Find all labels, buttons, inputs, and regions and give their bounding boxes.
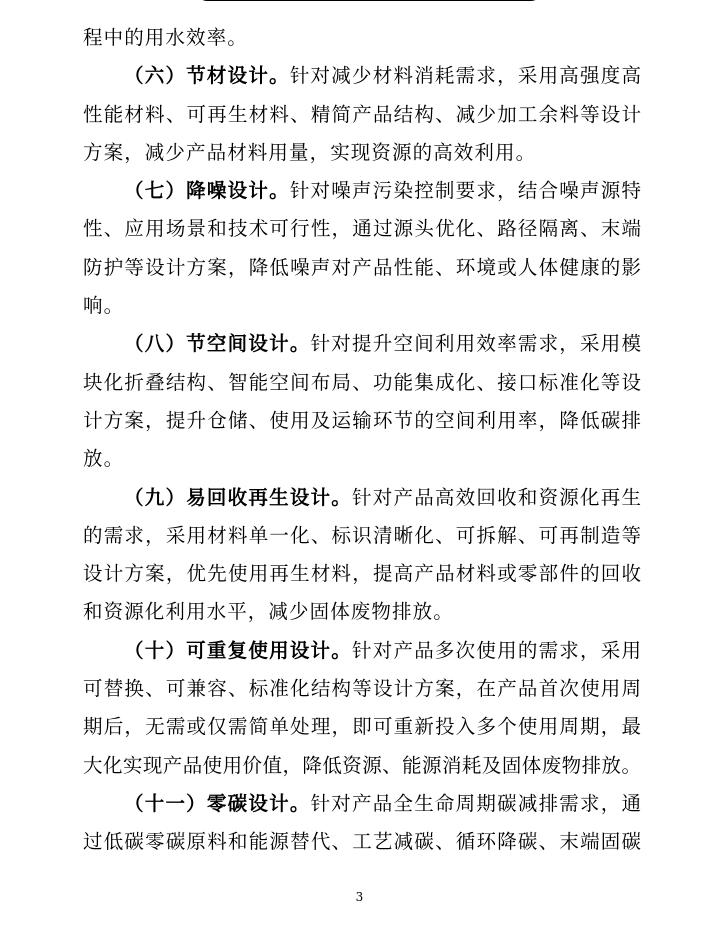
paragraph-line: 响。 (83, 294, 125, 318)
paragraph-line: 方案，减少产品材料用量，实现资源的高效利用。 (83, 140, 537, 164)
paragraph-text: 针对提升空间利用效率需求，采用模 (310, 332, 641, 356)
paragraph-line: 计方案，提升仓储、使用及运输环节的空间利用率，降低碳排 (83, 408, 641, 432)
section-heading: （七）降噪设计。 (124, 179, 290, 203)
section-first-line (83, 172, 641, 210)
section-heading: （六）节材设计。 (124, 64, 290, 88)
paragraph-text: 针对减少材料消耗需求，采用高强度高 (289, 64, 641, 88)
section-first-line (83, 479, 641, 517)
paragraph-line: 和资源化利用水平，减少固体废物排放。 (83, 600, 454, 624)
paragraph-text: 针对产品多次使用的需求，采用 (352, 638, 641, 662)
continuation-line: 程中的用水效率。 (83, 26, 248, 49)
paragraph-line: 设计方案，优先使用再生材料，提高产品材料或零部件的回收 (83, 562, 641, 586)
paragraph-text: 针对噪声污染控制要求，结合噪声源特 (289, 179, 641, 203)
body-text (83, 19, 641, 862)
paragraph-line: 期后，无需或仅需简单处理，即可重新投入多个使用周期，最 (83, 715, 641, 739)
previous-box-border (197, 0, 541, 1)
paragraph-line: 过低碳零碳原料和能源替代、工艺减碳、循环降碳、末端固碳 (83, 830, 641, 854)
section-first-line (83, 785, 641, 823)
section-first-line (83, 632, 641, 670)
paragraph-line: 性、应用场景和技术可行性，通过源头优化、路径隔离、末端 (83, 217, 641, 241)
paragraph-line: 防护等设计方案，降低噪声对产品性能、环境或人体健康的影 (83, 255, 641, 279)
paragraph-text: 针对产品高效回收和资源化再生 (352, 485, 641, 509)
paragraph-line: 放。 (83, 447, 125, 471)
paragraph-line: 性能材料、可再生材料、精简产品结构、减少加工余料等设计 (83, 102, 641, 126)
paragraph-line: 块化折叠结构、智能空间布局、功能集成化、接口标准化等设 (83, 370, 641, 394)
section-heading: （八）节空间设计。 (124, 332, 311, 356)
page-number: 3 (355, 890, 364, 904)
paragraph-line: 的需求，采用材料单一化、标识清晰化、可拆解、可再制造等 (83, 523, 641, 547)
section-heading: （十一）零碳设计。 (124, 791, 311, 815)
paragraph-text: 针对产品全生命周期碳减排需求，通 (310, 791, 641, 815)
section-heading: （九）易回收再生设计。 (124, 485, 353, 509)
section-first-line (83, 325, 641, 363)
paragraph-line: 可替换、可兼容、标准化结构等设计方案，在产品首次使用周 (83, 677, 641, 701)
section-heading: （十）可重复使用设计。 (124, 638, 353, 662)
section-first-line (83, 57, 641, 95)
paragraph-line: 大化实现产品使用价值，降低资源、能源消耗及固体废物排放。 (83, 753, 641, 777)
